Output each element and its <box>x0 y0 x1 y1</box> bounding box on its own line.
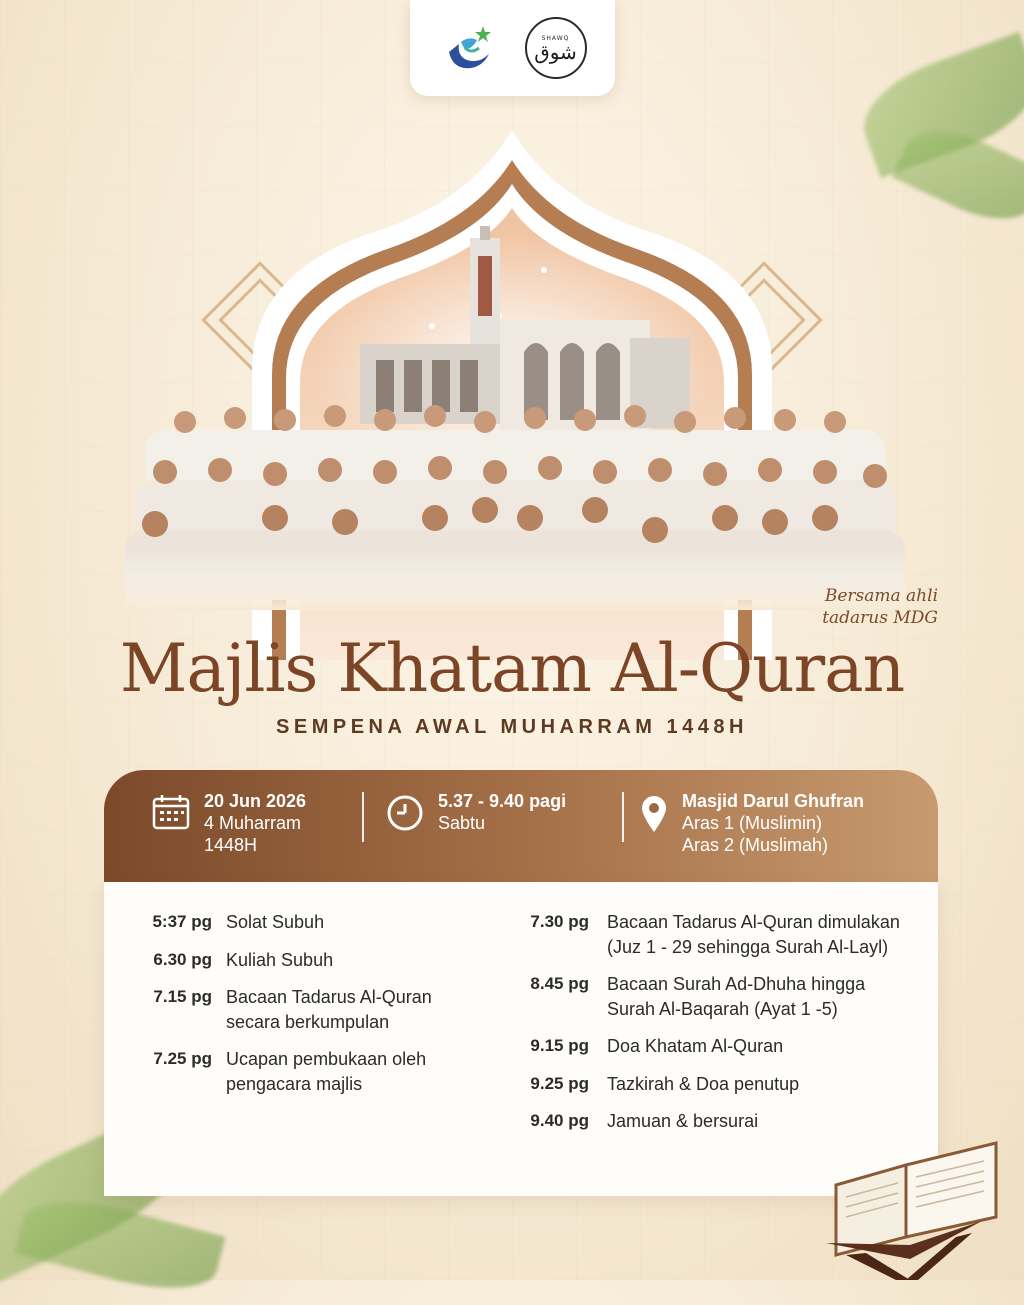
schedule-time: 8.45 pg <box>530 974 589 993</box>
schedule-time: 9.40 pg <box>530 1111 589 1130</box>
info-time-line2: Sabtu <box>438 813 486 833</box>
schedule-row <box>514 910 914 959</box>
schedule-right-column <box>514 910 914 1147</box>
schedule-time: 5:37 pg <box>152 912 212 931</box>
schedule-desc: Bacaan Tadarus Al-Quran dimulakan (Juz 1 - 29 sehingga Surah Al-Layl) <box>607 912 900 957</box>
shawq-logo <box>525 17 587 79</box>
calendar-icon <box>152 794 190 830</box>
schedule-desc: Solat Subuh <box>226 912 325 932</box>
info-separator-2 <box>622 792 624 842</box>
info-separator-1 <box>362 792 364 842</box>
info-time <box>386 790 566 834</box>
schedule-time: 7.15 pg <box>153 987 212 1006</box>
clock-icon <box>386 794 424 832</box>
congregation-photo <box>125 400 905 610</box>
event-subtitle: SEMPENA AWAL MUHARRAM 1448H <box>276 716 748 738</box>
schedule-desc: Jamuan & bersurai <box>607 1111 759 1131</box>
info-date <box>152 790 306 856</box>
event-title: Majlis Khatam Al-Quran <box>119 630 905 707</box>
event-info-bar <box>104 770 938 882</box>
schedule-row <box>514 1072 914 1097</box>
info-venue-line2: Aras 1 (Muslimin) <box>682 813 823 833</box>
info-date-line3: 1448H <box>204 835 258 855</box>
info-venue <box>640 790 864 856</box>
schedule-time: 9.15 pg <box>530 1036 589 1055</box>
organization-logo <box>439 18 499 78</box>
shawq-logo-script: شوق <box>534 39 577 64</box>
schedule-desc: Doa Khatam Al-Quran <box>607 1036 784 1056</box>
info-venue-line3: Aras 2 (Muslimah) <box>682 835 829 855</box>
schedule-desc: Ucapan pembukaan oleh pengacara majlis <box>226 1049 427 1094</box>
info-time-line1: 5.37 - 9.40 pagi <box>438 791 567 811</box>
schedule-row <box>514 972 914 1021</box>
schedule-desc: Bacaan Tadarus Al-Quran secara berkumpulan <box>226 987 432 1032</box>
schedule-time: 6.30 pg <box>153 949 212 969</box>
tagline-line2: tadarus MDG <box>822 608 938 628</box>
schedule-left-column <box>140 910 500 1109</box>
schedule-row <box>140 1047 500 1096</box>
location-pin-icon <box>640 794 668 834</box>
logo-tab <box>410 0 615 96</box>
schedule-time: 7.25 pg <box>153 1049 212 1068</box>
tagline <box>822 585 938 629</box>
schedule-row <box>140 948 500 973</box>
quran-stand-icon <box>806 1125 1006 1280</box>
info-venue-line1: Masjid Darul Ghufran <box>682 791 865 811</box>
schedule-desc: Bacaan Surah Ad-Dhuha hingga Surah Al-Baqarah (Ayat 1 -5) <box>607 974 866 1019</box>
schedule-row <box>514 1034 914 1059</box>
schedule-time: 7.30 pg <box>530 912 589 931</box>
info-date-line2: 4 Muharram <box>204 813 302 833</box>
shawq-logo-text: SHAWQ <box>541 34 570 42</box>
schedule-time: 9.25 pg <box>530 1073 589 1093</box>
schedule-row <box>140 985 500 1034</box>
tagline-line1: Bersama ahli <box>824 586 938 606</box>
schedule-desc: Kuliah Subuh <box>226 949 334 970</box>
schedule-row <box>140 910 500 935</box>
schedule-desc: Tazkirah & Doa penutup <box>607 1073 800 1094</box>
info-date-line1: 20 Jun 2026 <box>204 791 307 811</box>
